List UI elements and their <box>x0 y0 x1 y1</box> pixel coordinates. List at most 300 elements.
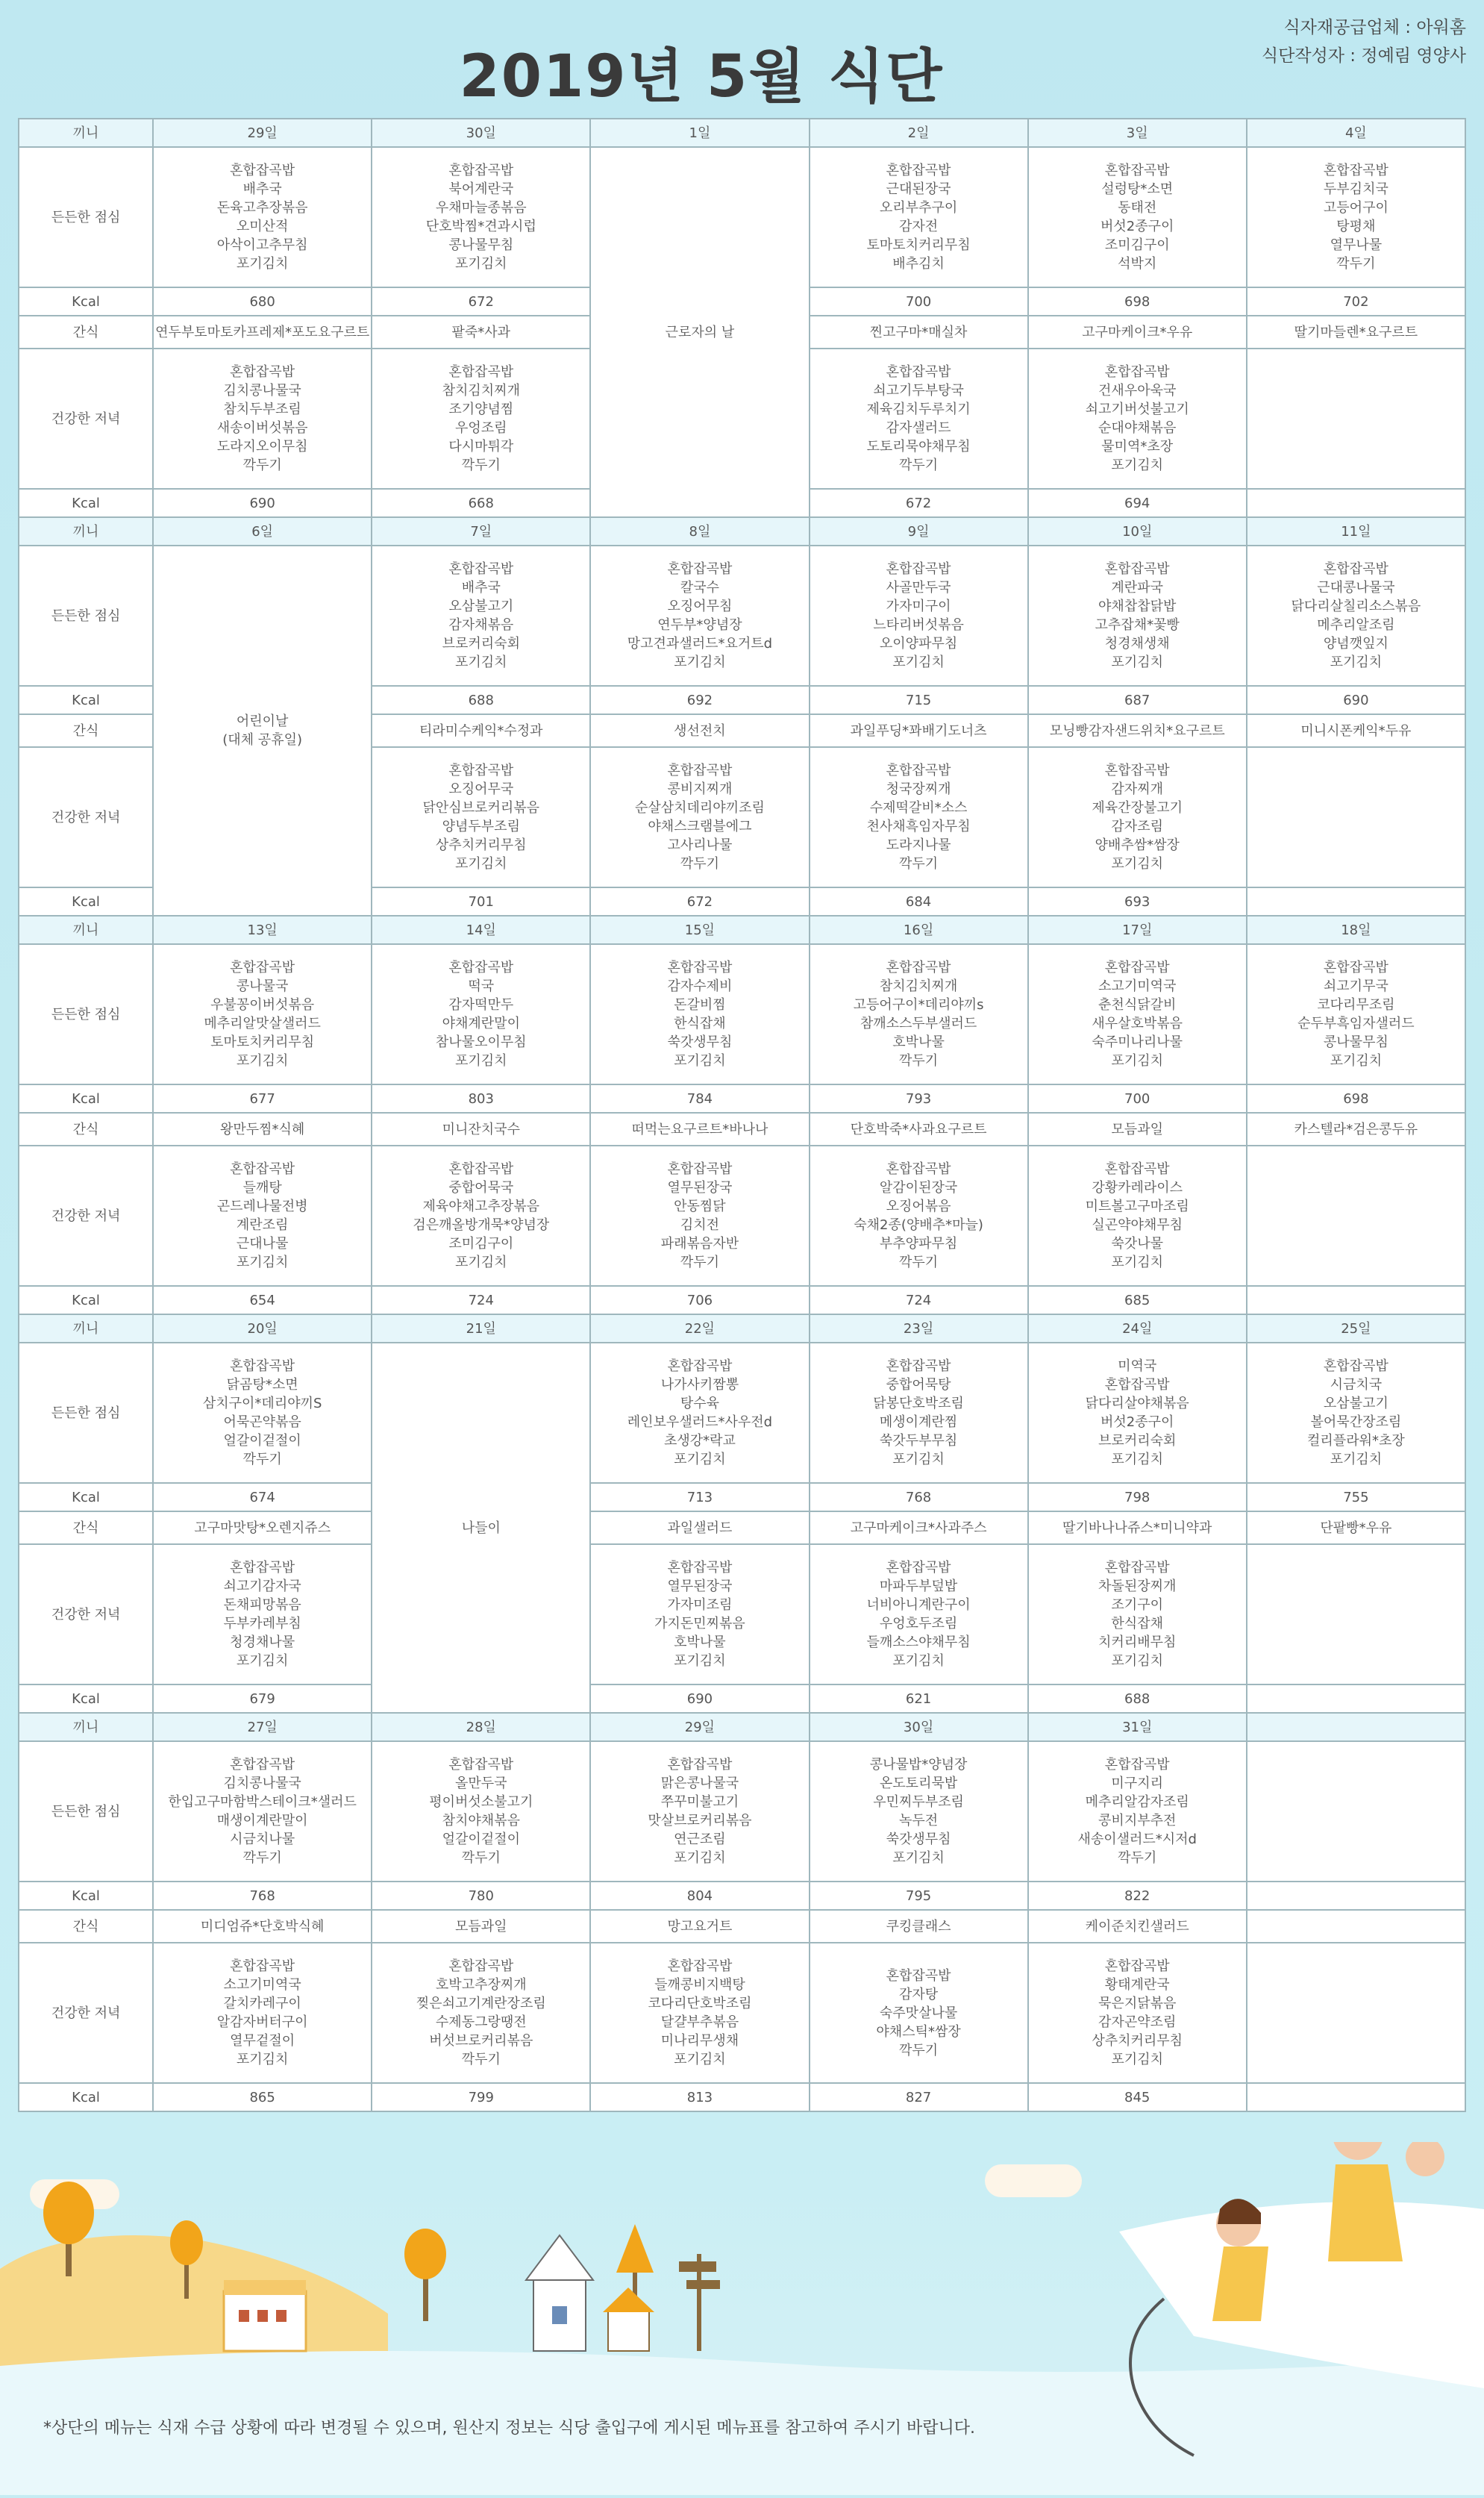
day-cell: 8일 <box>590 517 809 546</box>
menu-item: 새송이샐러드*시저d <box>1077 1832 1197 1847</box>
dinner-menu-cell <box>1247 1146 1465 1286</box>
menu-item: 닭다리살칠리소스볶음 <box>1291 599 1421 614</box>
menu-item: 포기김치 <box>455 655 507 670</box>
day-cell: 11일 <box>1247 517 1465 546</box>
menu-item: 호박나물 <box>674 1634 726 1650</box>
kcal-cell: 674 <box>153 1483 372 1511</box>
menu-item: 깍두기 <box>461 458 501 473</box>
menu-item: 동태전 <box>1118 200 1157 216</box>
row-label-meal: 끼니 <box>19 517 153 546</box>
menu-item: 포기김치 <box>1111 458 1163 473</box>
menu-item: 망고견과샐러드*요거트d <box>627 636 773 652</box>
menu-item: 콩나물무침 <box>448 237 514 253</box>
menu-item: 버섯2종구이 <box>1101 1414 1174 1430</box>
row-lunch <box>19 1343 1465 1483</box>
menu-item: 참치야채볶음 <box>442 1813 520 1829</box>
menu-item: 혼합잡곡밥 <box>230 1757 295 1773</box>
row-label-kcal: Kcal <box>19 887 153 916</box>
menu-item: 제육야채고추장볶음 <box>422 1199 540 1214</box>
menu-item: 열무된장국 <box>667 1180 733 1196</box>
menu-item: 마파두부덮밥 <box>879 1579 958 1594</box>
menu-item: 깍두기 <box>680 1255 720 1270</box>
kcal-cell: 706 <box>590 1286 809 1314</box>
snack-cell: 과일푸딩*꽈배기도너츠 <box>810 714 1028 747</box>
menu-item: 혼합잡곡밥 <box>1104 364 1170 380</box>
row-lunch_kcal <box>19 1483 1465 1511</box>
row-label-meal: 끼니 <box>19 119 153 147</box>
menu-item: 김치콩나물국 <box>223 1776 301 1791</box>
holiday-cell <box>372 1343 590 1713</box>
kcal-cell: 677 <box>153 1084 372 1113</box>
menu-item: 콩비지찌개 <box>667 781 733 797</box>
menu-item: 깍두기 <box>1336 256 1376 272</box>
kcal-cell: 724 <box>372 1286 590 1314</box>
kcal-cell: 804 <box>590 1882 809 1910</box>
snack-cell: 떠먹는요구르트*바나나 <box>590 1113 809 1146</box>
menu-item: 버섯브로커리볶음 <box>429 2033 533 2049</box>
snack-cell: 과일샐러드 <box>590 1511 809 1544</box>
menu-item: 토마토치커리무침 <box>210 1034 315 1050</box>
menu-item: 나가사키짬뽕 <box>660 1377 739 1393</box>
row-label-kcal: Kcal <box>19 1684 153 1713</box>
row-snack <box>19 1910 1465 1943</box>
menu-item: 부추양파무침 <box>879 1236 958 1252</box>
row-label-lunch: 든든한 점심 <box>19 1741 153 1882</box>
day-cell: 29일 <box>153 119 372 147</box>
day-cell: 23일 <box>810 1314 1028 1343</box>
menu-item: 얼갈이겉절이 <box>442 1832 520 1847</box>
row-lunch <box>19 546 1465 686</box>
day-cell: 18일 <box>1247 916 1465 944</box>
kcal-cell: 715 <box>810 686 1028 714</box>
menu-item: 미나리무생채 <box>660 2033 739 2049</box>
row-label-kcal: Kcal <box>19 2083 153 2111</box>
menu-item: 열무겉절이 <box>230 2033 295 2049</box>
menu-item: 어린이날 <box>236 714 289 729</box>
menu-item: 알감자버터구이 <box>216 2014 308 2030</box>
house-icon <box>603 2288 654 2351</box>
menu-item: 혼합잡곡밥 <box>886 1358 951 1374</box>
row-lunch <box>19 944 1465 1084</box>
menu-item: 깍두기 <box>898 458 939 473</box>
day-cell: 7일 <box>372 517 590 546</box>
menu-item: 포기김치 <box>455 256 507 272</box>
dinner-menu-cell <box>372 747 590 887</box>
day-cell: 3일 <box>1028 119 1247 147</box>
menu-item: 한식잡채 <box>674 1016 726 1031</box>
dinner-menu-cell <box>372 1943 590 2083</box>
row-snack <box>19 1511 1465 1544</box>
dinner-menu-cell <box>1028 747 1247 887</box>
menu-item: 혼합잡곡밥 <box>667 1358 733 1374</box>
day-cell: 15일 <box>590 916 809 944</box>
menu-item: 포기김치 <box>1111 1053 1163 1069</box>
row-meal <box>19 1713 1465 1741</box>
kcal-cell: 672 <box>810 489 1028 517</box>
menu-item: 포기김치 <box>455 856 507 872</box>
row-dinner <box>19 1146 1465 1286</box>
menu-item: 녹두전 <box>898 1813 939 1829</box>
row-label-kcal: Kcal <box>19 1286 153 1314</box>
menu-item: 브로커리숙회 <box>442 636 520 652</box>
menu-item: 오삼불고기 <box>448 599 514 614</box>
menu-item: 혼합잡곡밥 <box>886 163 951 178</box>
day-cell: 13일 <box>153 916 372 944</box>
kcal-cell: 798 <box>1028 1483 1247 1511</box>
lunch-menu-cell <box>590 944 809 1084</box>
row-meal <box>19 916 1465 944</box>
menu-item: 돈채피망볶음 <box>223 1597 301 1613</box>
menu-item: 돈육고추장볶음 <box>216 200 308 216</box>
day-cell: 31일 <box>1028 1713 1247 1741</box>
menu-item: 곤드레나물전병 <box>216 1199 308 1214</box>
lunch-menu-cell <box>590 1343 809 1483</box>
kcal-cell: 755 <box>1247 1483 1465 1511</box>
menu-item: 황태계란국 <box>1104 1977 1170 1993</box>
menu-item: 메추리알조림 <box>1317 617 1395 633</box>
menu-item: 북어계란국 <box>448 181 514 197</box>
lunch-menu-cell <box>590 546 809 686</box>
lunch-menu-cell <box>810 1343 1028 1483</box>
row-label-snack: 간식 <box>19 1113 153 1146</box>
menu-item: 포기김치 <box>892 655 945 670</box>
menu-item: 근로자의 날 <box>665 324 735 340</box>
dinner-menu-cell <box>810 1146 1028 1286</box>
menu-item: 조미김구이 <box>448 1236 514 1252</box>
snack-cell: 연두부토마토카프레제*포도요구르트 <box>153 316 372 349</box>
menu-item: 닭안심브로커리볶음 <box>422 800 540 816</box>
menu-item: 치커리배무침 <box>1098 1634 1177 1650</box>
day-cell <box>1247 1713 1465 1741</box>
kcal-cell: 668 <box>372 489 590 517</box>
menu-item: 고등어구이*데리야끼s <box>853 997 984 1013</box>
day-cell: 20일 <box>153 1314 372 1343</box>
menu-item: 포기김치 <box>236 1653 289 1669</box>
menu-item: 우엉조림 <box>455 420 507 436</box>
dinner-menu-cell <box>1028 1146 1247 1286</box>
menu-item: 청국장찌개 <box>886 781 951 797</box>
kcal-cell: 694 <box>1028 489 1247 517</box>
menu-item: 혼합잡곡밥 <box>1323 1358 1388 1374</box>
menu-item: 물미역*초장 <box>1101 439 1174 455</box>
kcal-cell: 827 <box>810 2083 1028 2111</box>
menu-item: 야채계란말이 <box>442 1016 520 1031</box>
menu-item: 시금치국 <box>1330 1377 1383 1393</box>
menu-item: 혼합잡곡밥 <box>1104 163 1170 178</box>
landscape-illustration <box>0 2142 1484 2495</box>
snack-cell: 고구마케이크*우유 <box>1028 316 1247 349</box>
menu-item: 열무된장국 <box>667 1579 733 1594</box>
menu-item: 포기김치 <box>236 1053 289 1069</box>
signpost-icon <box>679 2254 720 2351</box>
menu-item: 제육김치두루치기 <box>866 402 971 417</box>
menu-item: 김치전 <box>680 1217 720 1233</box>
lunch-menu-cell <box>1247 147 1465 287</box>
row-snack <box>19 1113 1465 1146</box>
lunch-menu-cell <box>153 944 372 1084</box>
menu-item: 숙주맛살나물 <box>879 2005 958 2021</box>
dinner-menu-cell <box>810 349 1028 489</box>
menu-item: 참깨소스두부샐러드 <box>860 1016 977 1031</box>
provider-info <box>1262 13 1466 70</box>
menu-item: 찢은쇠고기계란장조림 <box>416 1996 546 2011</box>
row-dinner_kcal <box>19 1684 1465 1713</box>
menu-item: 콩나물국 <box>236 978 289 994</box>
row-dinner_kcal <box>19 2083 1465 2111</box>
menu-item: 쑥갓나물 <box>1111 1236 1163 1252</box>
row-meal <box>19 517 1465 546</box>
house-icon <box>224 2280 306 2351</box>
menu-item: 우불꽁이버섯볶음 <box>210 997 315 1013</box>
menu-item: 맑은콩나물국 <box>660 1776 739 1791</box>
menu-item: 혼합잡곡밥 <box>886 960 951 975</box>
lunch-menu-cell <box>372 147 590 287</box>
menu-item: 코다리단호박조림 <box>648 1996 752 2011</box>
menu-item: 혼합잡곡밥 <box>448 364 514 380</box>
menu-item: 수제떡갈비*소스 <box>869 800 968 816</box>
menu-item: 양배추쌈*쌈장 <box>1095 837 1180 853</box>
menu-item: 포기김치 <box>1111 2052 1163 2067</box>
menu-item: 설렁탕*소면 <box>1101 181 1174 197</box>
dinner-menu-cell <box>590 1544 809 1684</box>
menu-item: 한입고구마함박스테이크*샐러드 <box>168 1794 357 1810</box>
menu-item: 혼합잡곡밥 <box>230 960 295 975</box>
day-cell: 16일 <box>810 916 1028 944</box>
menu-item: 감자조림 <box>1111 819 1163 834</box>
row-label-meal: 끼니 <box>19 1314 153 1343</box>
menu-item: 오징어볶음 <box>886 1199 951 1214</box>
kcal-cell: 690 <box>153 489 372 517</box>
lunch-menu-cell <box>810 546 1028 686</box>
menu-item: 미구지리 <box>1111 1776 1163 1791</box>
menu-item: 오징어무국 <box>448 781 514 797</box>
menu-item: 혼합잡곡밥 <box>230 163 295 178</box>
menu-item: 갈치카레구이 <box>223 1996 301 2011</box>
kcal-cell: 688 <box>1028 1684 1247 1713</box>
menu-item: 맛살브로커리볶음 <box>648 1813 752 1829</box>
dinner-menu-cell <box>153 1544 372 1684</box>
lunch-menu-cell <box>1247 1343 1465 1483</box>
menu-item: 깍두기 <box>898 1255 939 1270</box>
menu-item: 포기김치 <box>1330 1053 1383 1069</box>
lunch-menu-cell <box>1028 944 1247 1084</box>
menu-item: 느타리버섯볶음 <box>873 617 964 633</box>
menu-item: 혼합잡곡밥 <box>886 1161 951 1177</box>
menu-item: 초생강*락교 <box>663 1433 736 1449</box>
lunch-menu-cell <box>1247 546 1465 686</box>
menu-item: 깍두기 <box>680 856 720 872</box>
menu-item: 혼합잡곡밥 <box>1323 960 1388 975</box>
menu-item: 쭈꾸미불고기 <box>660 1794 739 1810</box>
row-label-kcal: Kcal <box>19 1483 153 1511</box>
menu-item: 토마토치커리무침 <box>866 237 971 253</box>
snack-cell: 생선전치 <box>590 714 809 747</box>
lunch-menu-cell <box>1028 546 1247 686</box>
paper-plane-icon <box>1119 2202 1484 2388</box>
menu-item: 감자찌개 <box>1111 781 1163 797</box>
menu-item: 참나물오이무침 <box>435 1034 527 1050</box>
menu-item: 야채찹찹닭밥 <box>1098 599 1177 614</box>
menu-item: 버섯2종구이 <box>1101 219 1174 234</box>
menu-item: 깍두기 <box>898 1053 939 1069</box>
menu-item: 너비아니계란구이 <box>866 1597 971 1613</box>
menu-item: 상추치커리무침 <box>1092 2033 1183 2049</box>
menu-item: 감자탕 <box>898 1986 939 2002</box>
menu-item: 양념두부조림 <box>442 819 520 834</box>
dinner-menu-cell <box>153 1943 372 2083</box>
day-cell: 30일 <box>372 119 590 147</box>
dinner-menu-cell <box>810 747 1028 887</box>
kcal-cell: 700 <box>1028 1084 1247 1113</box>
menu-item: 미역국 <box>1118 1358 1157 1374</box>
menu-item: 메추리알감자조림 <box>1085 1794 1189 1810</box>
menu-item: 삼치구이*데리야끼S <box>202 1396 322 1411</box>
menu-item: 콩나물무침 <box>1323 1034 1388 1050</box>
kcal-cell: 688 <box>372 686 590 714</box>
menu-item: 오리부추구이 <box>879 200 958 216</box>
menu-item: 춘천식닭갈비 <box>1098 997 1177 1013</box>
menu-item: 혼합잡곡밥 <box>886 1560 951 1576</box>
kcal-cell: 672 <box>372 287 590 316</box>
menu-item: 혼합잡곡밥 <box>667 763 733 778</box>
dinner-menu-cell <box>1028 349 1247 489</box>
lunch-menu-cell <box>153 147 372 287</box>
snack-cell: 미니잔치국수 <box>372 1113 590 1146</box>
menu-item: 포기김치 <box>455 1053 507 1069</box>
menu-item: 우민찌두부조림 <box>873 1794 964 1810</box>
dinner-menu-cell <box>1247 747 1465 887</box>
menu-item: 나들이 <box>461 1520 501 1536</box>
menu-item: 아삭이고추무침 <box>216 237 308 253</box>
menu-item: 포기김치 <box>236 1255 289 1270</box>
menu-item: 컬리플라워*초장 <box>1307 1433 1405 1449</box>
menu-item: 탕수육 <box>680 1396 720 1411</box>
menu-item: 포기김치 <box>892 1653 945 1669</box>
menu-item: 검은깨올방개묵*양념장 <box>413 1217 550 1233</box>
kcal-cell: 793 <box>810 1084 1028 1113</box>
menu-item: 소고기미역국 <box>1098 978 1177 994</box>
menu-item: 참치김치찌개 <box>879 978 958 994</box>
day-cell: 24일 <box>1028 1314 1247 1343</box>
menu-item: 깍두기 <box>461 1850 501 1866</box>
menu-item: 깍두기 <box>1118 1850 1157 1866</box>
day-cell: 14일 <box>372 916 590 944</box>
kcal-cell: 724 <box>810 1286 1028 1314</box>
menu-item: 두부카레부침 <box>223 1616 301 1631</box>
menu-item: 혼합잡곡밥 <box>230 1358 295 1374</box>
lunch-menu-cell <box>810 944 1028 1084</box>
day-cell: 25일 <box>1247 1314 1465 1343</box>
menu-item: 실곤약야채무침 <box>1092 1217 1183 1233</box>
menu-item: 도라지오이무침 <box>216 439 308 455</box>
menu-item: 가자미조림 <box>667 1597 733 1613</box>
lunch-menu-cell <box>372 1741 590 1882</box>
snack-cell <box>1247 1910 1465 1943</box>
menu-item: 고사리나물 <box>667 837 733 853</box>
menu-item: 깍두기 <box>242 458 282 473</box>
menu-item: 혼합잡곡밥 <box>1104 1377 1170 1393</box>
menu-item: 혼합잡곡밥 <box>1104 1560 1170 1576</box>
menu-item: 어묵곤약볶음 <box>223 1414 301 1430</box>
menu-item: 탕평채 <box>1336 219 1376 234</box>
lunch-menu-cell <box>1247 944 1465 1084</box>
snack-cell: 단호박죽*사과요구르트 <box>810 1113 1028 1146</box>
menu-item: 레인보우샐러드*사우전d <box>627 1414 773 1430</box>
menu-item: 쑥갓두부무침 <box>879 1433 958 1449</box>
kcal-cell <box>1247 1286 1465 1314</box>
kcal-cell: 845 <box>1028 2083 1247 2111</box>
menu-item: 조기구이 <box>1111 1597 1163 1613</box>
menu-item: (대체 공휴일) <box>222 732 302 748</box>
snack-cell: 딸기바나나쥬스*미니약과 <box>1028 1511 1247 1544</box>
menu-item: 중합어묵국 <box>448 1180 514 1196</box>
menu-item: 혼합잡곡밥 <box>667 960 733 975</box>
day-cell: 17일 <box>1028 916 1247 944</box>
day-cell: 1일 <box>590 119 809 147</box>
day-cell: 4일 <box>1247 119 1465 147</box>
lunch-menu-cell <box>1247 1741 1465 1882</box>
menu-item: 깍두기 <box>898 2042 939 2058</box>
menu-item: 쑥갓생무침 <box>886 1832 951 1847</box>
kcal-cell: 698 <box>1247 1084 1465 1113</box>
menu-item: 도토리묵야채무침 <box>866 439 971 455</box>
menu-item: 오징어무침 <box>667 599 733 614</box>
menu-item: 혼합잡곡밥 <box>886 364 951 380</box>
menu-item: 메추리알맛살샐러드 <box>204 1016 321 1031</box>
kcal-cell <box>1247 1882 1465 1910</box>
menu-item: 다시마튀각 <box>448 439 514 455</box>
menu-item: 포기김치 <box>674 1053 726 1069</box>
lunch-menu-cell <box>810 147 1028 287</box>
menu-item: 혼합잡곡밥 <box>1104 1757 1170 1773</box>
kcal-cell: 621 <box>810 1684 1028 1713</box>
menu-item: 새송이버섯볶음 <box>216 420 308 436</box>
menu-item: 배추국 <box>461 580 501 596</box>
menu-item: 천사채흑임자무침 <box>866 819 971 834</box>
house-icon <box>526 2235 593 2351</box>
menu-item: 연두부*양념장 <box>657 617 742 633</box>
kcal-cell: 865 <box>153 2083 372 2111</box>
menu-item: 오미산적 <box>236 219 289 234</box>
kcal-cell <box>1247 887 1465 916</box>
menu-item: 닭곰탕*소면 <box>226 1377 298 1393</box>
kcal-cell: 813 <box>590 2083 809 2111</box>
lunch-menu-cell <box>372 944 590 1084</box>
kcal-cell: 684 <box>810 887 1028 916</box>
menu-item: 근대된장국 <box>886 181 951 197</box>
row-dinner_kcal <box>19 1286 1465 1314</box>
menu-item: 포기김치 <box>674 1452 726 1467</box>
menu-item: 배추국 <box>242 181 282 197</box>
menu-item: 한식잡채 <box>1111 1616 1163 1631</box>
menu-item: 혼합잡곡밥 <box>448 960 514 975</box>
row-label-dinner: 건강한 저녁 <box>19 1943 153 2083</box>
dinner-menu-cell <box>1247 1544 1465 1684</box>
snack-cell: 모듬과일 <box>372 1910 590 1943</box>
menu-item: 호박고추장찌개 <box>435 1977 527 1993</box>
lunch-menu-cell <box>810 1741 1028 1882</box>
lunch-menu-cell <box>153 1343 372 1483</box>
row-label-dinner: 건강한 저녁 <box>19 1146 153 1286</box>
row-label-lunch: 든든한 점심 <box>19 944 153 1084</box>
row-label-lunch: 든든한 점심 <box>19 147 153 287</box>
menu-item: 미트볼고구마조림 <box>1085 1199 1189 1214</box>
menu-item: 연근조림 <box>674 1832 726 1847</box>
row-label-dinner: 건강한 저녁 <box>19 747 153 887</box>
menu-item: 오이양파무침 <box>879 636 958 652</box>
day-cell: 10일 <box>1028 517 1247 546</box>
kcal-cell: 803 <box>372 1084 590 1113</box>
